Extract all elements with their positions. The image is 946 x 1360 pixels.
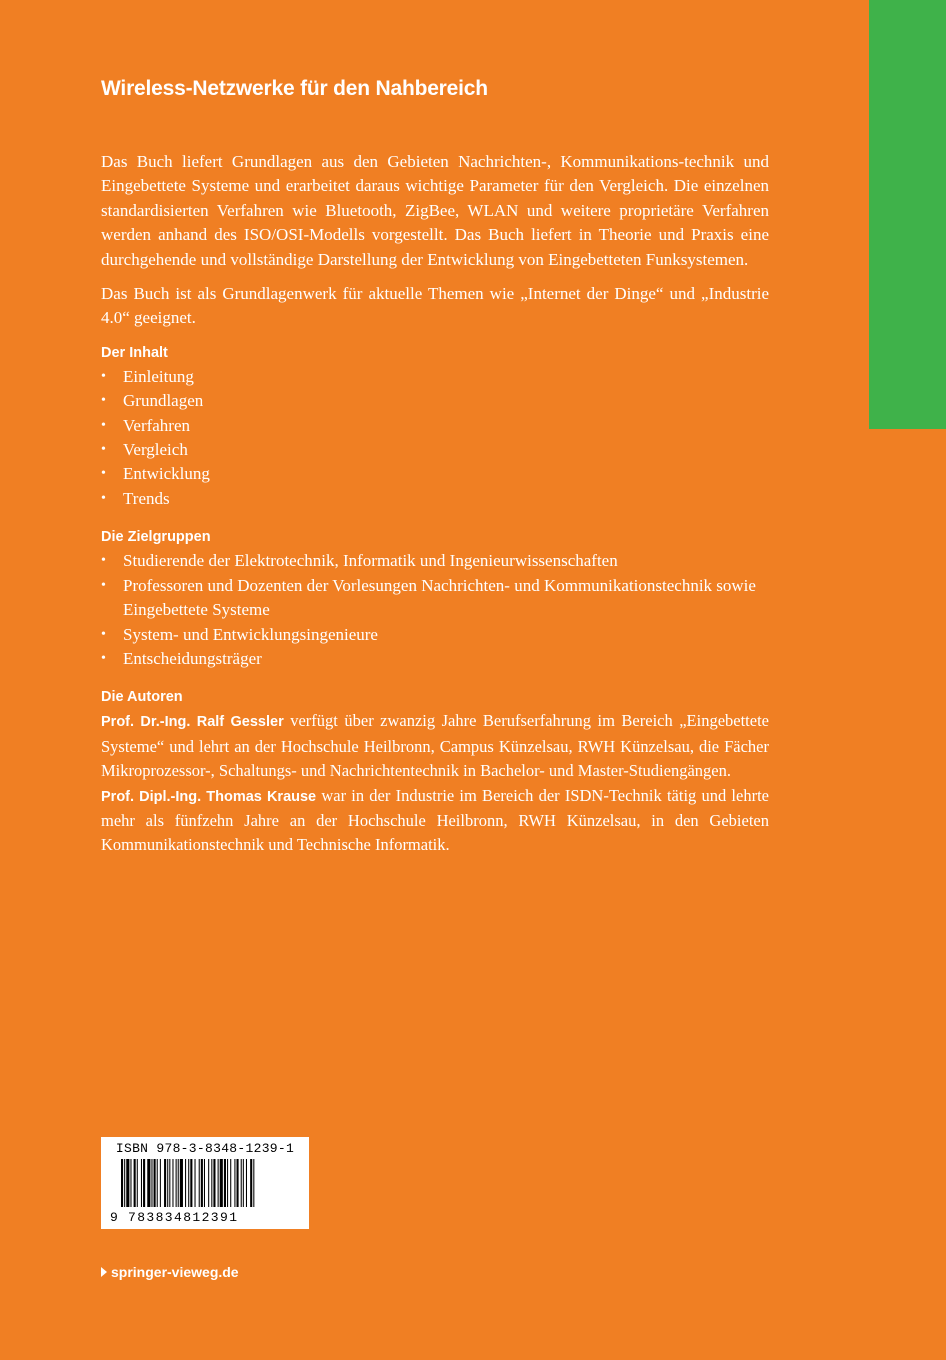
website-link[interactable] (101, 1263, 239, 1281)
isbn-label: ISBN 978-3-8348-1239-1 (115, 1141, 295, 1156)
barcode-bar (130, 1159, 131, 1207)
barcode-bar (188, 1159, 189, 1207)
barcode-bar (169, 1159, 170, 1207)
list-item: • Entwicklung (101, 462, 769, 486)
barcode-bar (137, 1159, 138, 1207)
green-accent-bar (869, 0, 946, 429)
barcode-bar (126, 1159, 129, 1207)
author-2-text: war in der Industrie im Bereich der ISDN-Technik tätig und lehrte mehr als fünfzehn Jahre an der Hochschule Heilbronn, RWH Künzelsau, in den Gebieten Kommunikationstechnik und Technische Informatik. (101, 785, 769, 855)
author-2-name: Prof. Dipl.-Ing. Thomas Krause (101, 788, 317, 805)
barcode-bar (250, 1159, 252, 1207)
barcode-bar (224, 1159, 226, 1207)
author-1-text: verfügt über zwanzig Jahre Berufserfahrung im Bereich „Eingebettete Systeme“ und lehrt an der Hochschule Heilbronn, Campus Künzelsau, RWH Künzelsau, die Fächer Mikroprozessor-, Schaltungs- und Nachrichtentechnik in Bachelor- und Master-Studiengängen. (101, 711, 769, 781)
barcode-bar (124, 1159, 125, 1207)
inhalt-heading: Der Inhalt (101, 344, 168, 361)
barcode-bar (185, 1159, 186, 1207)
barcode-bar (141, 1159, 142, 1207)
barcode-bars (101, 1159, 309, 1211)
barcode-digits-rest: 783834812391 (128, 1210, 239, 1225)
intro-paragraph-1: Das Buch liefert Grundlagen aus den Gebieten Nachrichten-, Kommunikations-technik und Eingebettete Systeme und erarbeitet daraus wichtige Parameter für den Vergleich. Die einzelnen standardisierten Verfahren wie Bluetooth, ZigBee, WLAN und weitere proprietäre Verfahren werden anhand des ISO/OSI-Modells vorgestellt. Das Buch liefert in Theorie und Praxis eine durchgehende und vollständige Darstellung der Entwicklung von Eingebetteten Funksystemen. (101, 152, 769, 269)
isbn-barcode (101, 1137, 309, 1229)
barcode-bar (204, 1159, 205, 1207)
intro-paragraph-2: Das Buch ist als Grundlagenwerk für aktuelle Themen wie „Internet der Dinge“ und „Industrie 4.0“ geeignet. (101, 284, 769, 328)
barcode-bar (151, 1159, 152, 1207)
barcode-bar (164, 1159, 166, 1207)
barcode-bar (172, 1159, 173, 1207)
barcode-bar (234, 1159, 235, 1207)
barcode-bar (253, 1159, 254, 1207)
barcode-bar (154, 1159, 156, 1207)
barcode-bar (220, 1159, 223, 1207)
author-1-name: Prof. Dr.-Ing. Ralf Gessler (101, 714, 284, 731)
barcode-bar (218, 1159, 219, 1207)
barcode-bar (167, 1159, 168, 1207)
list-item: • Studierende der Elektrotechnik, Informatik und Ingenieurwissenschaften (101, 549, 769, 573)
barcode-bar (241, 1159, 242, 1207)
autoren-heading: Die Autoren (101, 689, 183, 706)
list-item: • Trends (101, 487, 769, 511)
barcode-bar (143, 1159, 145, 1207)
list-item: • Entscheidungsträger (101, 647, 769, 671)
barcode-bar (157, 1159, 158, 1207)
barcode-bar (178, 1159, 179, 1207)
inhalt-list (101, 365, 769, 511)
barcode-bar (147, 1159, 150, 1207)
barcode-bar (230, 1159, 231, 1207)
barcode-bar (227, 1159, 228, 1207)
zielgruppen-list (101, 549, 769, 671)
list-item: • Einleitung (101, 365, 769, 389)
zielgruppen-heading: Die Zielgruppen (101, 529, 211, 546)
barcode-bar (211, 1159, 212, 1207)
barcode-bar (195, 1159, 196, 1207)
barcode-digit-first: 9 (110, 1210, 118, 1225)
arrow-right-icon (101, 1267, 107, 1277)
list-item: • Verfahren (101, 414, 769, 438)
list-item: • Vergleich (101, 438, 769, 462)
list-item: • Professoren und Dozenten der Vorlesungen Nachrichten- und Kommunikationstechnik sowie Eingebettete Systeme (101, 574, 769, 623)
barcode-bar (208, 1159, 209, 1207)
barcode-bar (180, 1159, 183, 1207)
barcode-bar (199, 1159, 200, 1207)
book-title: Wireless-Netzwerke für den Nahbereich (101, 77, 488, 100)
barcode-bar (160, 1159, 161, 1207)
barcode-bar (213, 1159, 215, 1207)
barcode-bar (134, 1159, 136, 1207)
back-cover-content (101, 74, 769, 858)
list-item: • System- und Entwicklungsingenieure (101, 623, 769, 647)
barcode-bar (243, 1159, 244, 1207)
list-item: • Grundlagen (101, 389, 769, 413)
barcode-bar (246, 1159, 247, 1207)
author-2-bio (101, 784, 769, 858)
barcode-bar (237, 1159, 239, 1207)
barcode-bar (176, 1159, 177, 1207)
website-text: springer-vieweg.de (111, 1264, 239, 1280)
barcode-bar (121, 1159, 123, 1207)
author-1-bio (101, 709, 769, 783)
barcode-bar (201, 1159, 203, 1207)
barcode-bar (190, 1159, 192, 1207)
